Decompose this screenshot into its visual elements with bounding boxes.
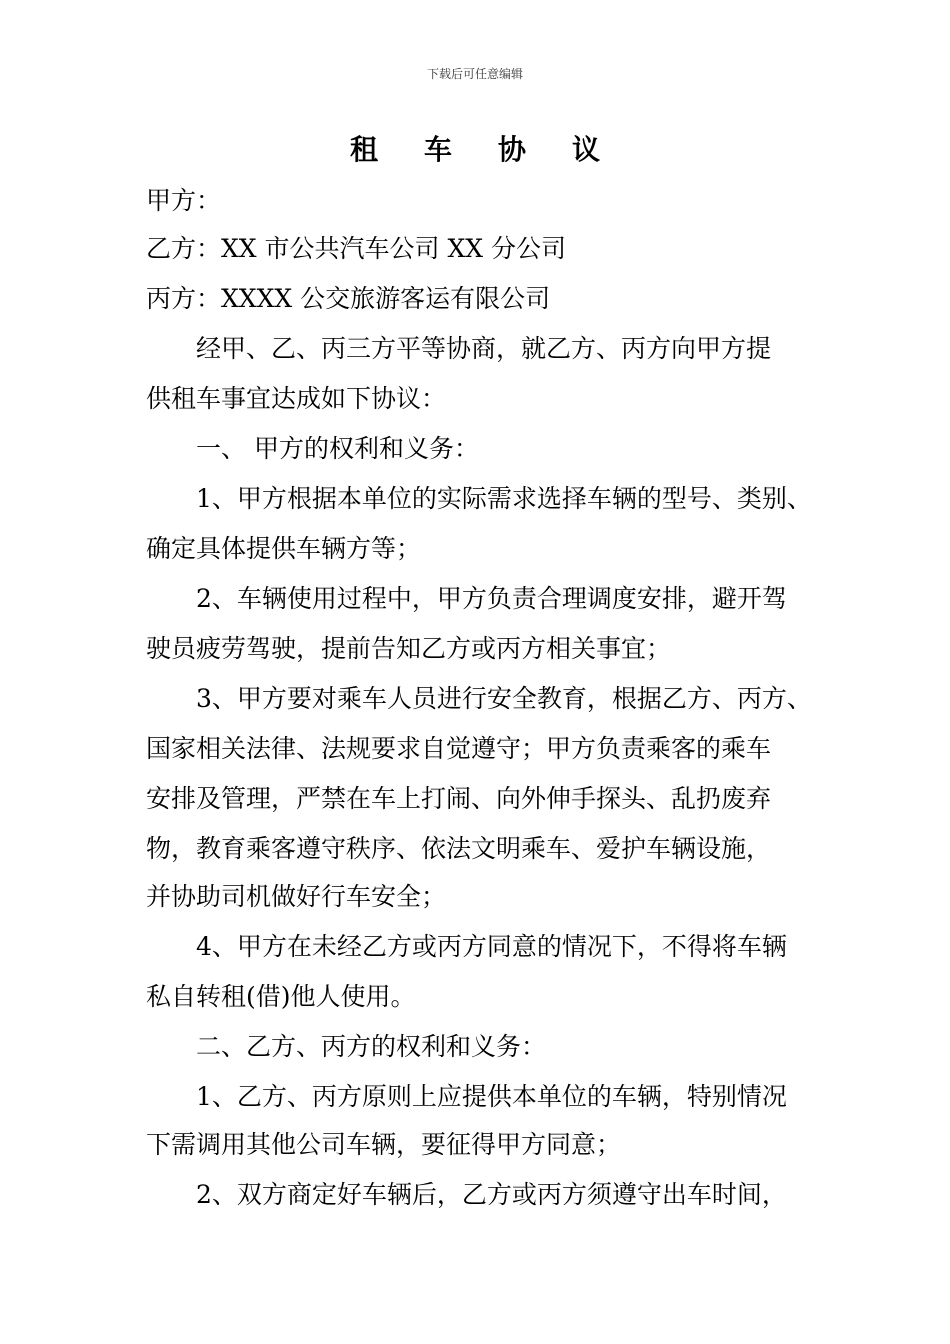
text-line: 物，教育乘客遵守秩序、依法文明乘车、爱护车辆设施， <box>146 834 772 863</box>
text-line: 并协助司机做好行车安全； <box>146 882 447 911</box>
text-line: 二、乙方、丙方的权利和义务： <box>196 1032 547 1061</box>
text-line: 下需调用其他公司车辆，要征得甲方同意； <box>146 1130 622 1159</box>
text-line: 1、乙方、丙方原则上应提供本单位的车辆，特别情况 <box>196 1082 787 1111</box>
text-line: 丙方：XXXX 公交旅游客运有限公司 <box>146 284 551 313</box>
text-line: 4、甲方在未经乙方或丙方同意的情况下，不得将车辆 <box>196 932 787 961</box>
text-line: 乙方：XX 市公共汽车公司 XX 分公司 <box>146 234 567 263</box>
text-line: 一、 甲方的权利和义务： <box>196 434 479 463</box>
text-line: 2、双方商定好车辆后，乙方或丙方须遵守出车时间， <box>196 1180 787 1209</box>
text-line: 国家相关法律、法规要求自觉遵守；甲方负责乘客的乘车 <box>146 734 772 763</box>
text-line: 确定具体提供车辆方等； <box>146 534 422 563</box>
title-char: 协 <box>498 133 527 166</box>
text-line: 经甲、乙、丙三方平等协商，就乙方、丙方向甲方提 <box>196 334 772 363</box>
title-char: 议 <box>572 133 601 166</box>
text-line: 甲方： <box>146 186 222 215</box>
header-note: 下载后可任意编辑 <box>426 67 523 81</box>
text-line: 2、车辆使用过程中，甲方负责合理调度安排，避开驾 <box>196 584 787 613</box>
document-title <box>0 128 950 172</box>
text-line: 安排及管理，严禁在车上打闹、向外伸手探头、乱扔废弃 <box>146 784 772 813</box>
title-char: 车 <box>423 133 452 166</box>
title-char: 租 <box>349 133 378 166</box>
text-line: 3、甲方要对乘车人员进行安全教育，根据乙方、丙方、 <box>196 684 812 713</box>
text-line: 驶员疲劳驾驶，提前告知乙方或丙方相关事宜； <box>146 634 672 663</box>
text-line: 私自转租(借)他人使用。 <box>146 982 416 1011</box>
text-line: 1、甲方根据本单位的实际需求选择车辆的型号、类别、 <box>196 484 812 513</box>
text-line: 供租车事宜达成如下协议： <box>146 384 447 413</box>
